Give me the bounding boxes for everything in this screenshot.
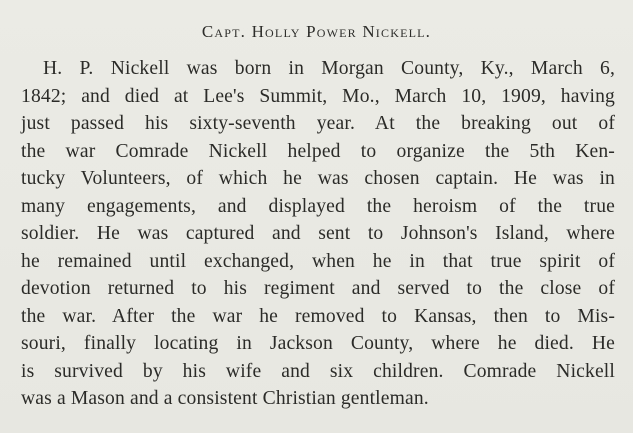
paragraph-line: tucky Volunteers, of which he was chosen captain. He was in xyxy=(21,168,615,189)
paragraph-line: the war. After the war he removed to Kansas, then to Mis- xyxy=(21,305,615,327)
paragraph-line: souri, finally locating in Jackson County, where he died. He xyxy=(21,333,615,354)
paragraph-line: H. P. Nickell was born in Morgan County, Ky., March 6, xyxy=(43,58,615,79)
paragraph-line: the war Comrade Nickell helped to organize the 5th Ken- xyxy=(21,140,615,162)
paragraph-line: was a Mason and a consistent Christian gentleman. xyxy=(21,388,429,409)
paragraph-line: many engagements, and displayed the heroism of the true xyxy=(21,195,615,217)
paragraph-line: just passed his sixty-seventh year. At the breaking out of xyxy=(21,113,615,134)
page-title: Capt. Holly Power Nickell. xyxy=(201,22,432,41)
paragraph-line: is survived by his wife and six children. Comrade Nickell xyxy=(21,360,615,382)
paragraph-line: he remained until exchanged, when he in that true spirit of xyxy=(21,250,615,272)
paragraph-line: 1842; and died at Lee's Summit, Mo., March 10, 1909, having xyxy=(21,85,615,107)
paragraph-line: devotion returned to his regiment and served to the close of xyxy=(21,278,615,299)
obituary-paragraph xyxy=(21,55,615,413)
paragraph-line: soldier. He was captured and sent to Johnson's Island, where xyxy=(21,223,615,244)
